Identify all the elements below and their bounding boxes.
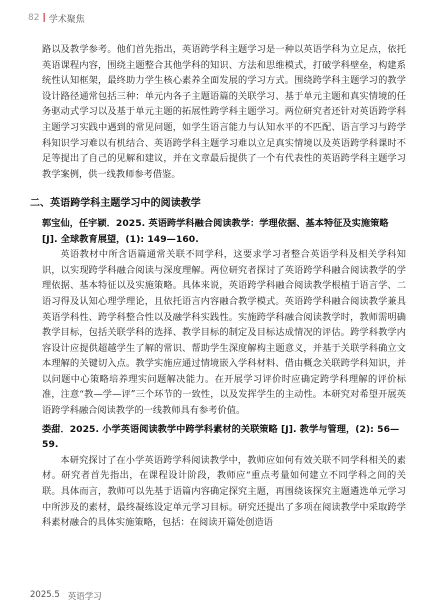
page-number: 82 <box>28 13 40 23</box>
footer-issue: 2025.5 <box>30 590 60 600</box>
reference-entry: 郭宝仙，任宇颖．2025. 英语跨学科融合阅读教学：学理依据、基本特征及实施策略 [J]. 全球教育展望，(1): 149—160. <box>42 217 389 245</box>
paragraph: 英语教材中所含语篇通常关联不同学科，这要求学习者整合英语学科及相关学科知识，以实现跨学科融合阅读与深度理解。两位研究者探讨了英语跨学科融合阅读教学的学理依据、基本特征以及实施策略。具体来说，英语跨学科融合阅读教学根植于语言学、二语习得及认知心理学理论，且依托语言内容融合教学模式。英语跨学科融合阅读教学兼具英语学科性、跨学科整合性以及融学科实践性。实施跨学科融合阅读教学时，教师需明确教学目标，包括关联学科的选择、教学目标的制定及目标达成情况的评估。跨学科教学内容设计应提供超越学生了解的常识、帮助学生深度解构主题意义，并基于关联学科确立文本理解的关键切入点。教学实施应通过情境嵌入学科材料、借由概念关联跨学科知识，并以问题中心策略培养理实问题解决能力。在开展学习评价时应确定跨学科理解的评价标准，注意“教—学—评”三个环节的一致性，以及发挥学生的主动性。本研究对希望开展英语跨学科融合阅读教学的一线教师具有参考价值。 <box>42 249 406 417</box>
reference-entry: 娄甜．2025. 小学英语阅读教学中跨学科素材的关联策略 [J]. 教学与管理，(2): 56—59. <box>42 423 400 451</box>
paragraph: 路以及教学参考。他们首先指出，英语跨学科主题学习是一种以英语学科为立足点，依托英语课程内容，围绕主题整合其他学科的知识、方法和思维模式，打破学科壁垒，构建系统性认知框架，最终助力学生核心素养全面发展的学习方式。围绕跨学科主题学习的教学设计路径通常包括三种：单元内各子主题语篇的关联学习、基于单元主题和真实情境的任务驱动式学习以及基于单元主题的拓展性跨学科主题学习。两位研究者还针对英语跨学科主题学习实践中遇到的常见问题，如学生语言能力与认知水平的不匹配、语言学习与跨学科知识学习难以有机结合、英语跨学科主题学习难以立足真实情境以及英语跨学科课时不足等提出了自己的见解和建议，并在文章最后提供了一个有代表性的英语跨学科主题学习教学案例，供一线教师参考借鉴。 <box>42 44 406 180</box>
header-separator: | <box>42 13 46 23</box>
page-footer <box>30 590 102 606</box>
article-body <box>30 42 406 531</box>
header-section: 学术聚焦 <box>48 14 85 25</box>
paragraph: 本研究探讨了在小学英语跨学科阅读教学中，教师应如何有效关联不同学科相关的素材。研究者首先指出，在课程设计阶段，教师应“重点考量如何建立不同学科之间的关联。具体而言，教师可以先基于语篇内容确定探究主题，再围绕该探究主题遴选单元学习中所涉及的素材，最终凝练设定单元学习目标。研究还提出了多项在阅读教学中采取跨学科素材融合的具体实施策略，包括：在阅读开篇处创造语 <box>42 454 406 529</box>
footer-journal: 英语学习 <box>67 592 102 602</box>
section-heading: 二、英语跨学科主题学习中的阅读教学 <box>30 198 201 210</box>
page-header <box>28 8 408 28</box>
